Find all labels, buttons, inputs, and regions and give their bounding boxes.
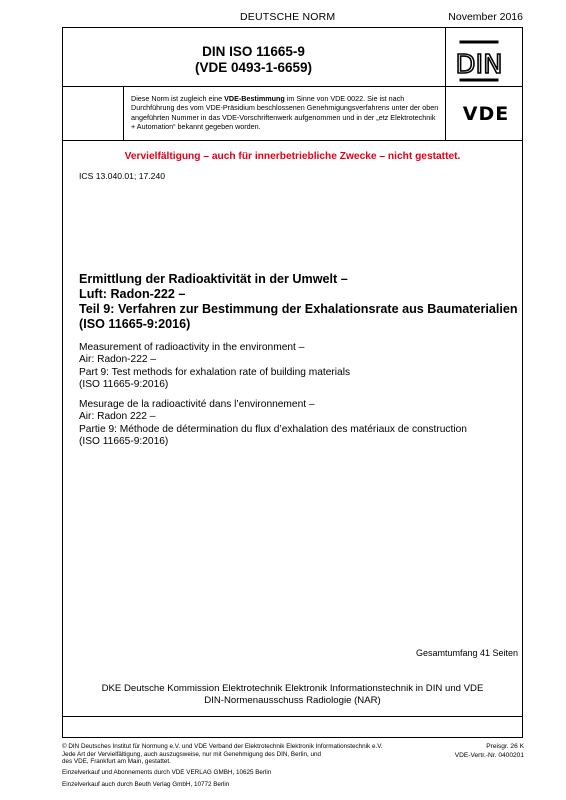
- committee-line: DIN-Normenausschuss Radiologie (NAR): [204, 695, 381, 706]
- title-line: Ermittlung der Radioaktivität in der Umwelt –: [79, 272, 348, 286]
- copyright-line: © DIN Deutsches Institut für Normung e.V. und VDE Verband der Elektrotechnik Elektronik Informationstechnik e.V.: [62, 743, 383, 750]
- publication-date: November 2016: [448, 11, 523, 23]
- vde-notice: [131, 94, 441, 131]
- committee-divider: [62, 716, 523, 717]
- total-pages: Gesamtumfang 41 Seiten: [415, 648, 518, 658]
- title-line: Luft: Radon-222 –: [79, 287, 186, 301]
- standard-number: DIN ISO 11665-9: [202, 44, 305, 59]
- title-line: Air: Radon 222 –: [79, 411, 156, 423]
- title-line: Air: Radon-222 –: [79, 354, 157, 366]
- title-line: (ISO 11665-9:2016): [79, 317, 191, 331]
- title-french: [79, 399, 519, 448]
- vde-distribution-number: VDE-Vertr.-Nr. 0400201: [454, 751, 524, 759]
- din-logo: [455, 40, 503, 82]
- title-line: Measurement of radioactivity in the environment –: [79, 342, 305, 353]
- title-german: [79, 272, 519, 332]
- title-line: (ISO 11665-9:2016): [79, 435, 169, 447]
- title-line: Partie 9: Méthode de détermination du flux d’exhalation des matériaux de construction: [79, 423, 467, 435]
- document-type: DEUTSCHE NORM: [240, 11, 336, 23]
- committee-block: [62, 683, 523, 707]
- committee-line: DKE Deutsche Kommission Elektrotechnik Elektronik Informationstechnik in DIN und VDE: [101, 683, 484, 694]
- copyright-notice: [62, 743, 434, 766]
- copyright-line: Jede Art der Vervielfältigung, auch auszugsweise, nur mit Genehmigung des DIN, Berlin, und: [62, 750, 322, 758]
- title-line: Mesurage de la radioactivité dans l’environnement –: [79, 399, 315, 410]
- title-line: (ISO 11665-9:2016): [79, 378, 169, 390]
- vde-logo: [455, 103, 517, 123]
- notice-prefix: Diese Norm ist zugleich eine: [131, 94, 225, 103]
- ics-codes: ICS 13.040.01; 17.240: [79, 171, 166, 181]
- title-english: [79, 342, 519, 391]
- sales-info-vde: Einzelverkauf und Abonnements durch VDE VERLAG GMBH, 10625 Berlin: [62, 769, 272, 776]
- title-line: Teil 9: Verfahren zur Bestimmung der Exhalationsrate aus Baumaterialien: [79, 302, 518, 316]
- title-line: Part 9: Test methods for exhalation rate of building materials: [79, 366, 351, 378]
- vde-logo-text: VDE: [462, 103, 510, 125]
- notice-left-divider: [123, 86, 124, 140]
- standard-number-block: [62, 44, 445, 76]
- notice-divider: [62, 140, 523, 141]
- din-logo-text: DIN: [455, 50, 503, 80]
- header-divider: [62, 86, 523, 87]
- sales-info-beuth: Einzelverkauf auch durch Beuth Verlag GmbH, 10772 Berlin: [62, 781, 230, 788]
- price-group: Preisgr. 26 K: [486, 743, 524, 750]
- price-block: [455, 743, 524, 761]
- reproduction-warning: Vervielfältigung – auch für innerbetriebliche Zwecke – nicht gestattet.: [124, 151, 461, 162]
- logo-column-divider: [445, 27, 446, 140]
- notice-highlight: VDE-Bestimmung: [224, 94, 285, 103]
- vde-number: (VDE 0493-1-6659): [194, 60, 313, 75]
- notice-suffix: im Sinne von VDE 0022. Sie ist nach Durchführung des vom VDE-Präsidium beschlossenen Genehmigungsverfahrens unter der oben angeführten Nummer in das VDE-Vorschriftenwerk aufgenommen und in der „etz Elektrotechnik + Automation“ bekannt gegeben worden.: [131, 94, 439, 131]
- copyright-line: des VDE, Frankfurt am Main, gestattet.: [62, 758, 171, 766]
